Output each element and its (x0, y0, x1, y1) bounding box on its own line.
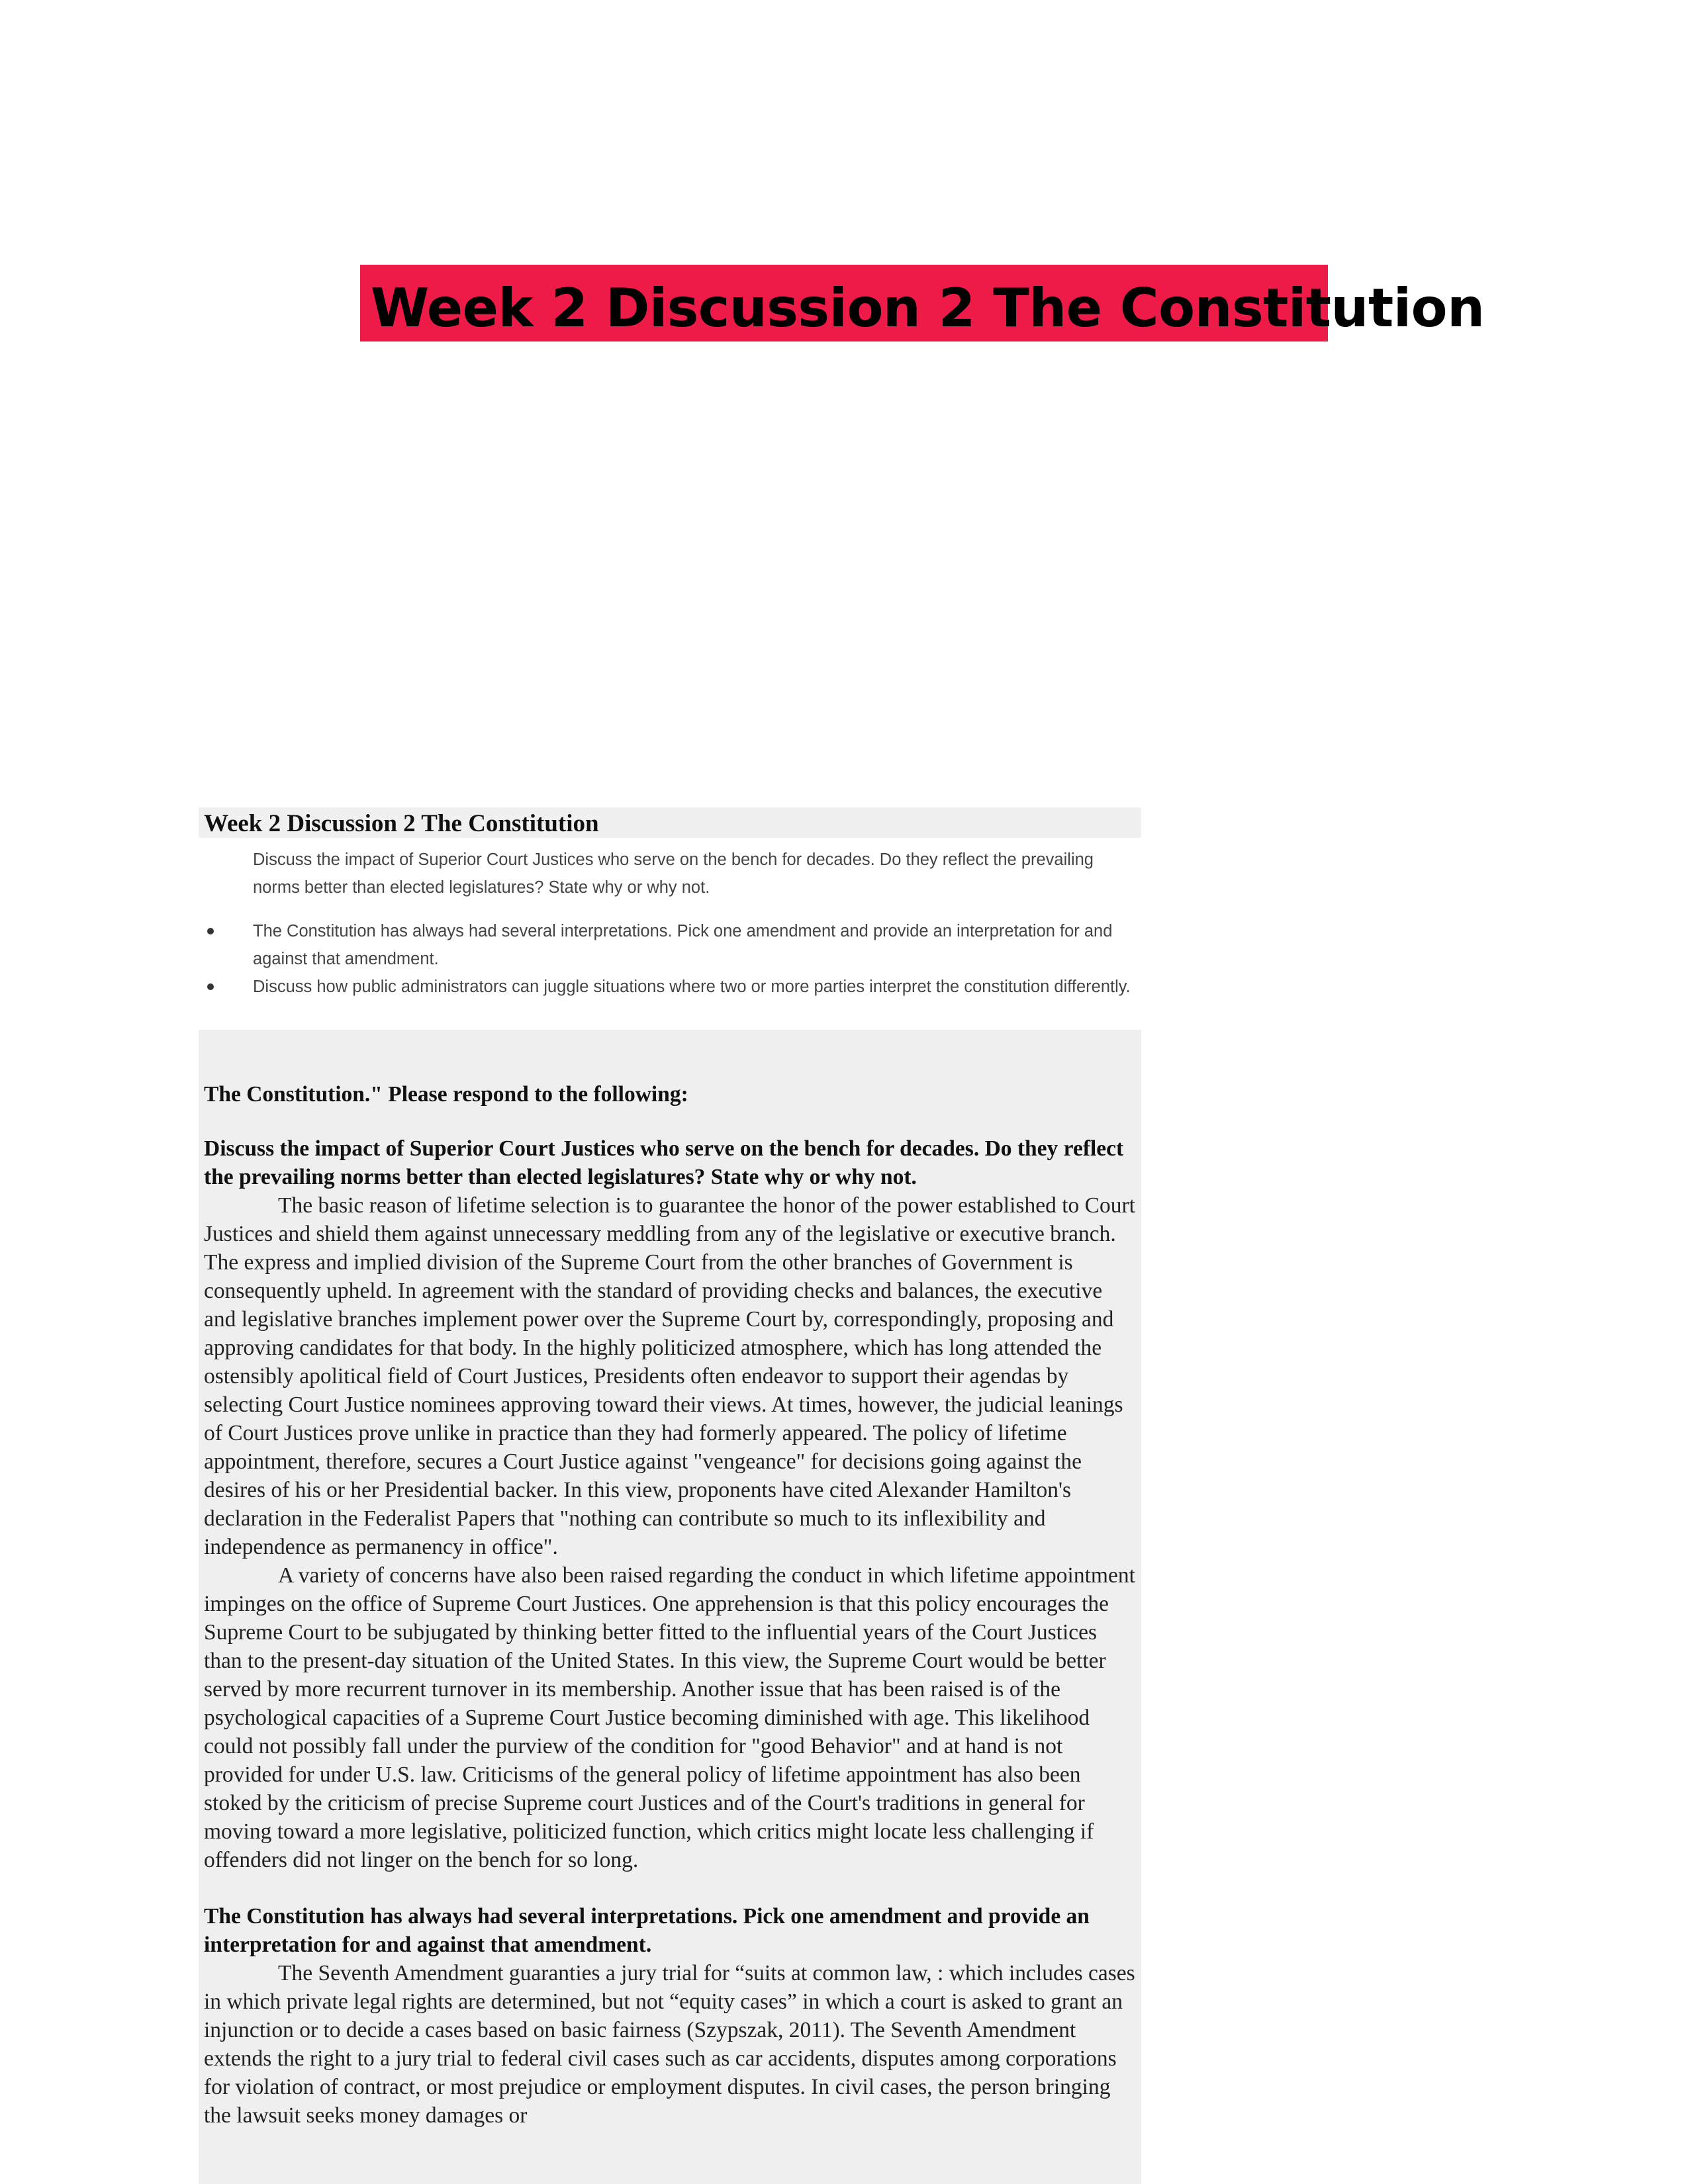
heading-bar (199, 807, 1141, 838)
scanned-page (199, 807, 1141, 2184)
prompt-item (253, 917, 1133, 973)
intro-line: The Constitution." Please respond to the following: (204, 1082, 688, 1107)
paragraph-2: A variety of concerns have also been raised regarding the conduct in which lifetime appointment impinges on the office of Supreme Court Justices. One apprehension is that this policy encourages the Supreme Court to be subjugated by thinking better fitted to the influential years of the Court Justices than to the present-day situation of the United States. In this view, the Supreme Court would be better served by more recurrent turnover in its membership. Another issue that has been raised is of the psychological capacities of a Supreme Court Justice becoming diminished with age. This likelihood could not possibly fall under the purview of the condition for "good Behavior" and at hand is not provided for under U.S. law. Criticisms of the general policy of lifetime appointment has also been stoked by the criticism of precise Supreme court Justices and of the Court's traditions in general for moving toward a more legislative, politicized function, which critics might locate less challenging if offenders did not linger on the bench for so long. (204, 1563, 1135, 1872)
prompt-text: The Constitution has always had several interpretations. Pick one amendment and provide an interpretation for and against that amendment. (253, 922, 1113, 968)
bullet-icon (207, 983, 214, 990)
paragraph-1: The basic reason of lifetime selection is to guarantee the honor of the power established to Court Justices and shield them against unnecessary meddling from any of the legislative or executive branch. The express and implied division of the Supreme Court from the other branches of Government is consequently upheld. In agreement with the standard of providing checks and balances, the executive and legislative branches implement power over the Supreme Court by, correspondingly, proposing and approving candidates for that body. In the highly politicized atmosphere, which has long attended the ostensibly apolitical field of Court Justices, Presidents often endeavor to support their agendas by selecting Court Justice nominees approving toward their views. At times, however, the judicial leanings of Court Justices prove unlike in practice than they had formerly appeared. The policy of lifetime appointment, therefore, secures a Court Justice against "vengeance" for decisions going against the desires of his or her Presidential backer. In this view, proponents have cited Alexander Hamilton's declaration in the Federalist Papers that "nothing can contribute so much to its inflexibility and independence as permanency in office". (204, 1193, 1135, 1559)
prompt-text: Discuss the impact of Superior Court Justices who serve on the bench for decades. Do they reflect the prevailing norms better than elected legislatures? State why or why not. (253, 850, 1094, 897)
prompt-section (199, 807, 1141, 1030)
prompt-item (253, 973, 1133, 1001)
question-2: The Constitution has always had several interpretations. Pick one amendment and provide an interpretation for and against that amendment. (204, 1904, 1090, 1957)
prompt-text: Discuss how public administrators can juggle situations where two or more parties interpret the constitution differently. (253, 978, 1131, 996)
bullet-icon (207, 928, 214, 934)
title-banner (360, 265, 1485, 341)
question-1: Discuss the impact of Superior Court Justices who serve on the bench for decades. Do they reflect the prevailing norms better than elected legislatures? State why or why not. (204, 1136, 1124, 1189)
prompt-item (253, 846, 1133, 901)
paragraph-3: The Seventh Amendment guaranties a jury trial for “suits at common law, : which includes cases in which private legal rights are determined, but not “equity cases” in which a court is asked to grant an injunction or to decide a cases based on basic fairness (Szypszak, 2011). The Seventh Amendment extends the right to a jury trial to federal civil cases such as car accidents, disputes among corporations for violation of contract, or most prejudice or employment disputes. In civil cases, the person bringing the lawsuit seeks money damages or (204, 1961, 1135, 2128)
discussion-heading: Week 2 Discussion 2 The Constitution (204, 810, 599, 837)
banner-title: Week 2 Discussion 2 The Constitution (371, 277, 1485, 339)
response-body (204, 1080, 1137, 2130)
